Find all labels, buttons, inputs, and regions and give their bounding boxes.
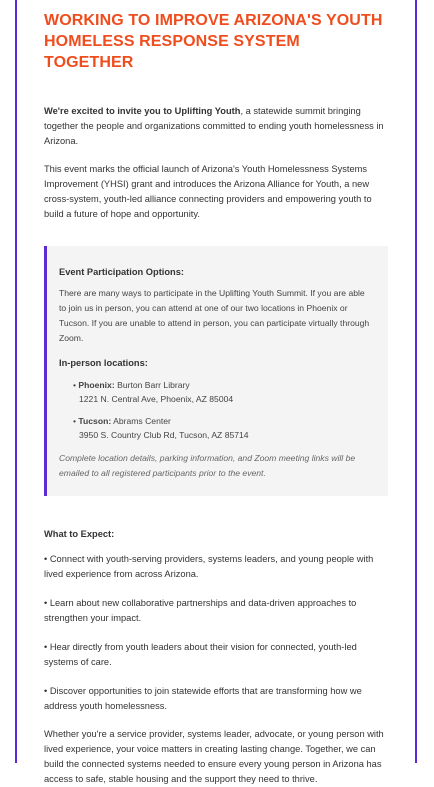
list-item: • Learn about new collaborative partnerships and data-driven approaches to strengthen your impact. [44,598,357,623]
intro-bold: We're excited to invite you to Uplifting Youth [44,106,241,116]
location-venue: Abrams Center [113,416,171,426]
list-item: • Hear directly from youth leaders about their vision for connected, youth-led systems of care. [44,642,357,667]
intro-rest: , a statewide summit bringing together the people and organizations committed to ending youth homelessness in Arizona. [44,106,384,146]
main-heading: WORKING TO IMPROVE ARIZONA'S YOUTH HOMELESS RESPONSE SYSTEM TOGETHER [44,12,383,71]
email-content [17,0,415,787]
list-item: • Connect with youth-serving providers, systems leaders, and young people with lived experience from across Arizona. [44,554,374,579]
expect-list [44,552,388,714]
closing-paragraph: Whether you're a service provider, systems leader, advocate, or young person with lived experience, your voice matters in creating lasting change. Together, we can build the connected systems needed to ensure every young person in Arizona has access to safe, stable housing and the support they need to thrive. [44,729,384,784]
intro-paragraph [44,104,388,149]
list-item: • Discover opportunities to join statewide efforts that are transforming how we address youth homelessness. [44,686,362,711]
locations-title: In-person locations: [59,358,148,368]
launch-paragraph: This event marks the official launch of Arizona's Youth Homelessness Systems Improvement (YHSI) grant and introduces the Arizona Alliance for Youth, a new cross-system, youth-led alliance connecting providers and empowering youth to build a future of hope and opportunity. [44,164,372,219]
location-city: Tucson: [78,416,112,426]
location-venue: Burton Barr Library [117,380,190,390]
location-tucson: • Tucson: Abrams Center 3950 S. Country Club Rd, Tucson, AZ 85714 [73,414,374,442]
location-phoenix: • Phoenix: Burton Barr Library 1221 N. Central Ave, Phoenix, AZ 85004 [73,378,374,406]
location-address: 1221 N. Central Ave, Phoenix, AZ 85004 [79,394,234,404]
options-title: Event Participation Options: [59,267,185,277]
location-address: 3950 S. Country Club Rd, Tucson, AZ 85714 [79,430,249,440]
participation-options-box [44,246,388,496]
location-city: Phoenix: [78,380,115,390]
email-frame [15,0,417,784]
options-description: There are many ways to participate in the Uplifting Youth Summit. If you are able to join us in person, you can attend at one of our two locations in Phoenix or Tucson. If you are unable to attend in person, you can participate virtually through Zoom. [59,288,370,343]
expect-title: What to Expect: [44,529,115,539]
options-note: Complete location details, parking information, and Zoom meeting links will be emailed to all registered participants prior to the event. [59,453,356,478]
